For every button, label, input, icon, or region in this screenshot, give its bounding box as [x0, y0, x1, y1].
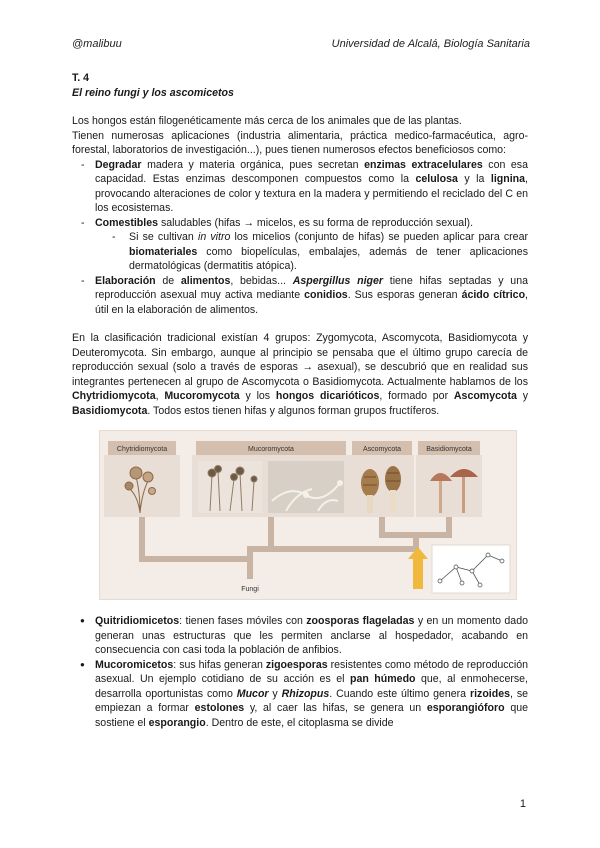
header-university: Universidad de Alcalá, Biología Sanitaria — [331, 38, 530, 50]
topic-number: T. 4 — [72, 72, 90, 84]
uses-list — [72, 158, 528, 318]
label-chytridiomycota: Chytridiomycota — [116, 446, 168, 453]
groups-list — [72, 614, 528, 730]
sub-list — [72, 230, 528, 274]
phylogeny-branches — [142, 517, 449, 579]
page-number: 1 — [519, 798, 526, 810]
document-body — [72, 71, 528, 730]
topic-title: El reino fungi y los ascomicetos — [72, 86, 234, 99]
reproduction-diagram — [432, 545, 510, 593]
phylogeny-figure — [99, 430, 517, 600]
classification-paragraph: En la clasificación tradicional existían 4 grupos: Zygomycota, Ascomycota, Basidiomycota y Deuteromycota. Sin embargo, aunque al principio se pensaba que el último grupo carecía de reproducción sexual (solo a través de esporas → asexual), se descubrió que en realidad sus integrantes pertenecen al grupo de Ascomycota o Basidiomycota. Actualmente hablamos de los Chytridiomycota, Mucoromycota y los hongos dicarióticos, formado por Ascomycota y Basidiomycota. Todos estos tienen hifas y algunos forman grupos fructíferos. — [72, 332, 528, 417]
list-item-quitridiomicetos: ● Quitridiomicetos: tienen fases móviles con zoosporas flageladas y en un momento dado generan unas estructuras que les permiten anclarse al hospedador, acabando en consecuencia con casi toda la población de anfibios. — [72, 614, 528, 658]
mucor-illustration — [198, 461, 344, 513]
intro-paragraph-1: Los hongos están filogenéticamente más cerca de los animales que de las plantas. — [72, 115, 462, 127]
label-ascomycota: Ascomycota — [362, 446, 402, 453]
phylogeny-tree-svg — [100, 431, 516, 599]
label-basidiomycota: Basidiomycota — [426, 446, 472, 453]
list-item-mucoromicetos: ● Mucoromicetos: sus hifas generan zigoesporas resistentes como método de reproducción asexual. Un ejemplo cotidiano de su acción es el pan húmedo que, al enmohecerse, desarrolla oportunistas como Mucor y Rhizopus. Cuando este último genera rizoides, se empiezan a formar estolones y, al caer las hifas, se genera un esporangióforo que sostiene el esporangio. Dentro de este, el citoplasma se divide — [72, 658, 528, 731]
intro-paragraph-2: Tienen numerosas aplicaciones (industria alimentaria, práctica medico-farmacéutica, agro-forestal, laboratorios de investigación...), pues tienen numerosos efectos beneficiosos como: — [72, 129, 528, 156]
up-arrow-icon — [408, 547, 428, 589]
chytridiomycota-panel — [104, 455, 180, 517]
label-fungi-root: Fungi — [241, 586, 259, 593]
list-item-elaboracion: - Elaboración de alimentos, bebidas... Aspergillus niger tiene hifas septadas y una reproducción asexual muy activa mediante conidios. Sus esporas generan ácido cítrico, útil en la elaboración de alimentos. — [72, 274, 528, 318]
list-item-comestibles: - Comestibles saludables (hifas → micelos, es su forma de reproducción sexual). - Si se cultivan in vitro los micelios (conjunto de hifas) se pueden aplicar para crear biomateriales como biopelículas, embalajes, además de tener aplicaciones dermatológicas (dermatitis atópica). — [72, 216, 528, 274]
label-mucoromycota: Mucoromycota — [248, 446, 294, 453]
header-author: @malibuu — [72, 38, 122, 50]
basidiomycota-panel — [416, 455, 482, 517]
ascomycota-panel — [350, 455, 414, 517]
list-item-in-vitro: - Si se cultivan in vitro los micelios (conjunto de hifas) se pueden aplicar para crear biomateriales como biopelículas, embalajes, además de tener aplicaciones dermatológicas (dermatitis atópica). — [72, 230, 528, 274]
list-item-degradar: - Degradar madera y materia orgánica, pues secretan enzimas extracelulares con esa capacidad. Estas enzimas descomponen compuestos como la celulosa y la lignina, provocando alteraciones de color y textura en la madera y permitiendo el reciclado del C en los ecosistemas. — [72, 158, 528, 216]
